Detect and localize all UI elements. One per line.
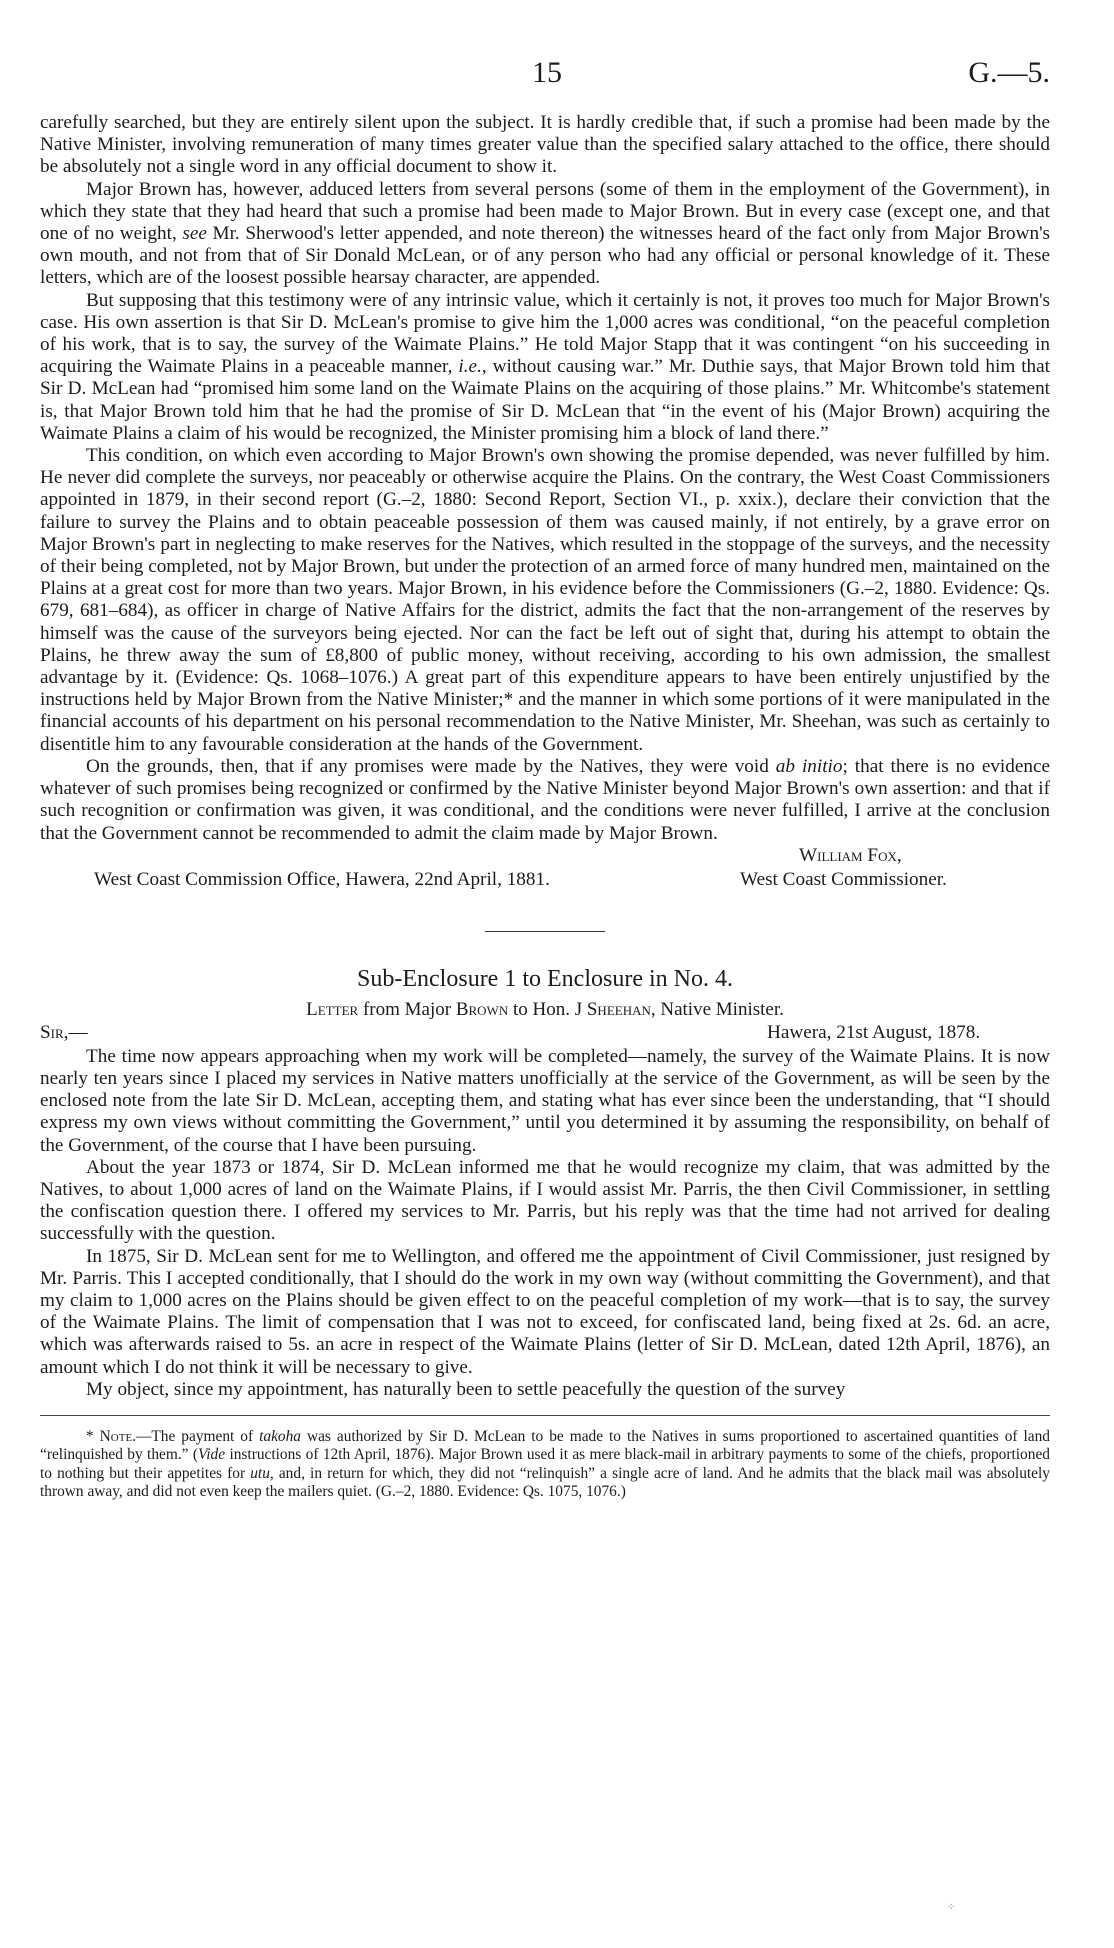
page-number: 15 — [532, 56, 562, 89]
letter-heading: Letter from Major Brown to Hon. J Sheehan, Native Minister. — [306, 998, 784, 1020]
signatory-title: West Coast Commissioner. — [740, 868, 947, 890]
signatory-name: William Fox, — [799, 844, 902, 866]
footnote: * Note.—The payment of takoha was authorized by Sir D. McLean to be made to the Natives in sums proportioned to ascertained quantities of land “relinquished by them.” (Vide instructions of 12th April, 1876). Major Brown used it as mere black-mail in arbitrary payments to some of the chiefs, proportioned to nothing but their appetites for utu, and, in return for which, they did not “relinquish” a single acre of land. And he admits that the black mail was absolutely thrown away, and did not even keep the mailers quiet. (G.–2, 1880. Evidence: Qs. 1075, 1076.) — [40, 1427, 1050, 1500]
signature-block — [40, 845, 1050, 891]
paragraph-conclusion: On the grounds, then, that if any promises were made by the Natives, they were void ab initio; that there is no evidence whatever of such promises being recognized or confirmed by the Native Minister beyond Major Brown's own assertion: and that if such recognition or confirmation was given, it was conditional, and the conditions were never fulfilled, I arrive at the conclusion that the Government cannot be recommended to admit the claim made by Major Brown. — [40, 755, 1050, 844]
paragraph-testimony: But supposing that this testimony were of any intrinsic value, which it certainly is not, it proves too much for Major Brown's case. His own assertion is that Sir D. McLean's promise to give him the 1,000 acres was conditional, “on the peaceful completion of his work, that is to say, the survey of the Waimate Plains.” He told Major Stapp that it was contingent “on his succeeding in acquiring the Waimate Plains in a peaceable manner, i.e., without causing war.” Mr. Duthie says, that Major Brown told him that Sir D. McLean had “promised him some land on the Waimate Plains on the acquiring of those plains.” Mr. Whitcombe's statement is, that Major Brown told him that he had the promise of Sir D. McLean that “in the event of his (Major Brown) acquiring the Waimate Plains a claim of his would be recognized, the Minister promising him a block of land there.” — [40, 289, 1050, 444]
document-page — [40, 0, 1050, 1948]
letter-paragraph: In 1875, Sir D. McLean sent for me to Wellington, and offered me the appointment of Civil Commissioner, just resigned by Mr. Parris. This I accepted conditionally, that I should do the work in my own way (without committing the Government), and that my claim to 1,000 acres on the Plains should be given effect to on the peaceful completion of my work—that is to say, the survey of the Waimate Plains. The limit of compensation that I was not to exceed, for confiscated land, being fixed at 2s. 6d. an acre, which was afterwards raised to 5s. an acre in respect of the Waimate Plains (letter of Sir D. McLean, dated 12th April, 1876), an amount which I do not think it will be necessary to give. — [40, 1245, 1050, 1378]
letter-paragraph: About the year 1873 or 1874, Sir D. McLean informed me that he would recognize my claim, that was admitted by the Natives, to about 1,000 acres of land on the Waimate Plains, if I would assist Mr. Parris, the then Civil Commissioner, in settling the confiscation question there. I offered my services to Mr. Parris, but his reply was that the time had not arrived for dealing successfully with the question. — [40, 1156, 1050, 1245]
paragraph-letters: Major Brown has, however, adduced letters from several persons (some of them in the employment of the Government), in which they state that they had heard that such a promise had been made to Major Brown. But in every case (except one, and that one of no weight, see Mr. Sherwood's letter appended, and note thereon) the witnesses heard of the fact only from Major Brown's own mouth, and not from that of Sir Donald McLean, or of any person who had any official or personal knowledge of it. These letters, which are of the loosest possible hearsay character, are appended. — [40, 178, 1050, 289]
salutation: Sir,— — [40, 1021, 88, 1043]
signature-office: West Coast Commission Office, Hawera, 22nd April, 1881. — [94, 868, 550, 890]
enclosure-title: Sub-Enclosure 1 to Enclosure in No. 4. — [357, 965, 733, 992]
document-reference: G.—5. — [968, 56, 1050, 89]
printer-mark: ⁘ — [947, 1902, 956, 1913]
section-divider — [485, 931, 605, 932]
letter-paragraph: The time now appears approaching when my work will be completed—namely, the survey of the Waimate Plains. It is now nearly ten years since I placed my services in Native matters unofficially at the service of the Government, as will be seen by the enclosed note from the late Sir D. McLean, accepting them, and stating what has ever since been the understanding, that “I should express my own views without committing the Government,” until you determined it by assuming the responsibility, on behalf of the Government, of the course that I have been pursuing. — [40, 1045, 1050, 1156]
page-header — [40, 56, 1050, 96]
footnote-divider — [40, 1415, 1050, 1416]
paragraph-continuation: carefully searched, but they are entirely silent upon the subject. It is hardly credible that, if such a promise had been made by the Native Minister, involving remuneration of many times greater value than the specified salary attached to the office, there should be absolutely not a single word in any official document to show it. — [40, 112, 1050, 178]
letter-date: Hawera, 21st August, 1878. — [767, 1021, 981, 1043]
letter-opening — [40, 1022, 1050, 1046]
paragraph-condition: This condition, on which even according to Major Brown's own showing the promise depended, was never fulfilled by him. He never did complete the surveys, nor peaceably or otherwise acquire the Plains. On the contrary, the West Coast Commissioners appointed in 1879, in their second report (G.–2, 1880: Second Report, Section VI., p. xxix.), declare their conviction that the failure to survey the Plains and to obtain peaceable possession of them was caused mainly, if not entirely, by a grave error on Major Brown's part in neglecting to make reserves for the Natives, which resulted in the stoppage of the surveys, and the necessity of their being completed, not by Major Brown, but under the protection of an armed force of many hundred men, maintained on the Plains at a great cost for more than two years. Major Brown, in his evidence before the Commissioners (G.–2, 1880. Evidence: Qs. 679, 681–684), as officer in charge of Native Affairs for the district, admits the fact that the non-arrangement of the reserves by himself was the cause of the surveyors being ejected. Nor can the fact be left out of sight that, during his attempt to obtain the Plains, he threw away the sum of £8,800 of public money, without receiving, according to his own admission, the smallest advantage by it. (Evidence: Qs. 1068–1076.) A great part of this expenditure appears to have been entirely unjustified by the instructions held by Major Brown from the Native Minister;* and the manner in which some portions of it were manipulated in the financial accounts of his department on his personal recommendation to the Native Minister, Mr. Sheehan, was such as certainly to disentitle him to any favourable consideration at the hands of the Government. — [40, 445, 1050, 755]
body-text — [40, 112, 1050, 1501]
letter-paragraph: My object, since my appointment, has naturally been to settle peacefully the question of the survey — [86, 1378, 846, 1400]
